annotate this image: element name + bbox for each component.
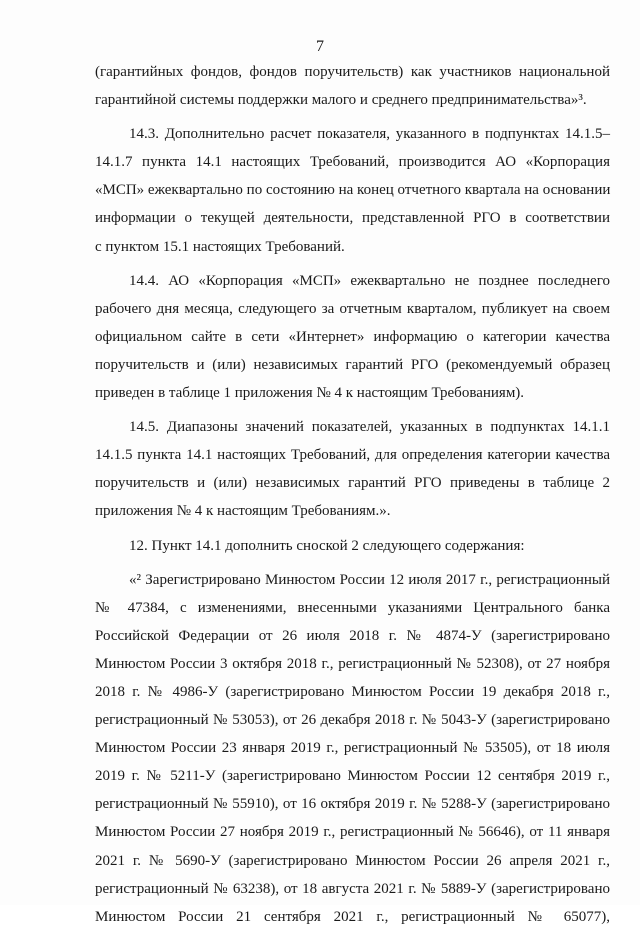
text-line: 2019 г. № 5211-У (зарегистрировано Минюстом России 12 сентября 2019 г., [95, 768, 610, 785]
paragraph-footnote-2 [95, 566, 610, 931]
text-line: с пунктом 15.1 настоящих Требований. [95, 238, 345, 255]
text-line: 14.4. АО «Корпорация «МСП» ежеквартально не позднее последнего [129, 272, 610, 289]
text-line: гарантийной системы поддержки малого и среднего предпринимательства»³. [95, 92, 587, 109]
text-line: поручительств и (или) независимых гарантий РГО (рекомендуемый образец [95, 356, 610, 373]
text-line: приложения № 4 к настоящим Требованиям.». [95, 503, 391, 520]
paragraph-guarantee-funds [95, 58, 610, 114]
paragraph-14-4 [95, 267, 610, 407]
text-line: 12. Пункт 14.1 дополнить сноской 2 следующего содержания: [129, 537, 525, 554]
text-line: «² Зарегистрировано Минюстом России 12 июля 2017 г., регистрационный [129, 571, 610, 588]
text-line: 14.5. Диапазоны значений показателей, указанных в подпунктах 14.1.1 [129, 419, 610, 436]
text-line: поручительств и (или) независимых гарантий РГО приведены в таблице 2 [95, 475, 610, 492]
text-line: Минюстом России 23 января 2019 г., регистрационный № 53505), от 18 июля [95, 740, 610, 757]
paragraph-14-3 [95, 120, 610, 260]
text-line: № 47384, с изменениями, внесенными указаниями Центрального банка [95, 599, 610, 616]
text-line: регистрационный № 63238), от 18 августа 2021 г. № 5889-У (зарегистрировано [95, 880, 610, 897]
page-number: 7 [316, 38, 324, 55]
text-line: информации о текущей деятельности, представленной РГО в соответствии [95, 210, 610, 227]
text-line: 14.1.5 пункта 14.1 настоящих Требований, для определения категории качества [95, 447, 610, 464]
text-line: 2021 г. № 5690-У (зарегистрировано Минюстом России 26 апреля 2021 г., [95, 852, 610, 869]
text-line: официальном сайте в сети «Интернет» информацию о категории качества [95, 328, 610, 345]
document-body [95, 58, 610, 931]
text-line: Минюстом России 21 сентября 2021 г., регистрационный № 65077), [95, 908, 610, 925]
text-line: приведен в таблице 1 приложения № 4 к настоящим Требованиям). [95, 385, 525, 402]
text-line: Российской Федерации от 26 июля 2018 г. № 4874-У (зарегистрировано [95, 627, 610, 644]
paragraph-14-5 [95, 413, 610, 525]
text-line: 14.3. Дополнительно расчет показателя, указанного в подпунктах 14.1.5– [129, 126, 610, 143]
text-line: регистрационный № 53053), от 26 декабря 2018 г. № 5043-У (зарегистрировано [95, 712, 610, 729]
text-line: регистрационный № 55910), от 16 октября 2019 г. № 5288-У (зарегистрировано [95, 796, 610, 813]
text-line: Минюстом России 3 октября 2018 г., регистрационный № 52308), от 27 ноября [95, 655, 610, 672]
text-line: Минюстом России 27 ноября 2019 г., регистрационный № 56646), от 11 января [95, 824, 610, 841]
text-line: рабочего дня месяца, следующего за отчетным кварталом, публикует на своем [95, 300, 610, 317]
text-line: «МСП» ежеквартально по состоянию на конец отчетного квартала на основании [95, 182, 611, 199]
text-line: 2018 г. № 4986-У (зарегистрировано Минюстом России 19 декабря 2018 г., [95, 683, 610, 700]
text-line: (гарантийных фондов, фондов поручительств) как участников национальной [95, 64, 610, 80]
paragraph-item-12 [95, 532, 610, 560]
text-line: 14.1.7 пункта 14.1 настоящих Требований, производится АО «Корпорация [95, 154, 610, 171]
